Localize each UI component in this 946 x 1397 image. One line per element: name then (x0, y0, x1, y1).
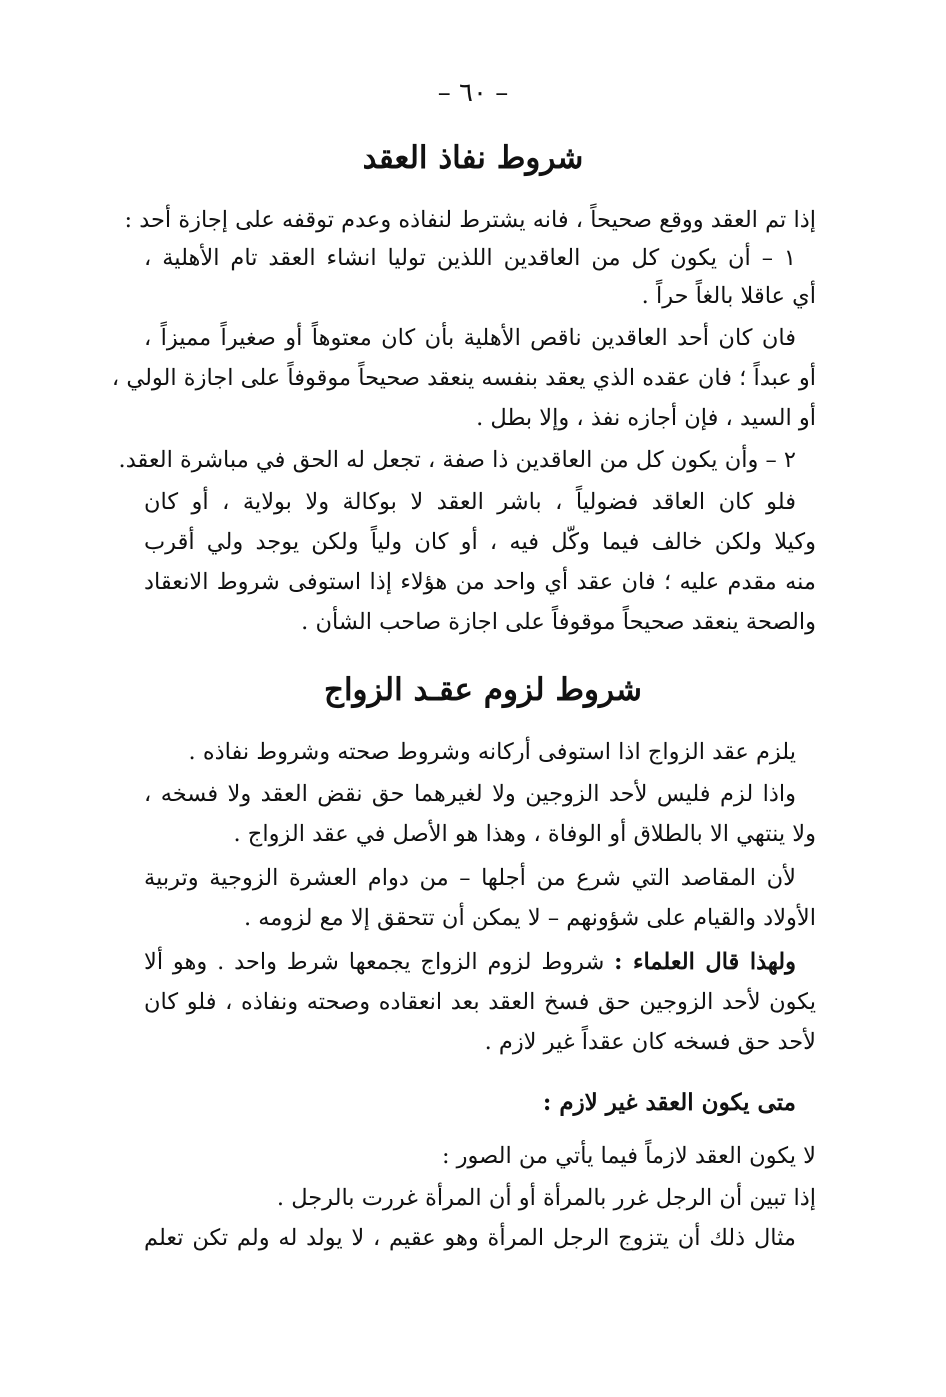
paragraph-line: يكون لأحد الزوجين حق فسخ العقد بعد انعقاده وصحته ونفاذه ، فلو كان (144, 989, 816, 1015)
section-title-enforcement: شروط نفاذ العقد (362, 140, 584, 176)
paragraph-line: وكيلا ولكن خالف فيما وكّل فيه ، أو كان ولياً ولكن يوجد ولي أقرب (144, 529, 816, 555)
paragraph-line: مثال ذلك أن يتزوج الرجل المرأة وهو عقيم ، لا يولد له ولم تكن تعلم (144, 1225, 796, 1251)
paragraph-line: منه مقدم عليه ؛ فان عقد أي واحد من هؤلاء إذا استوفى شروط الانعقاد (144, 569, 816, 595)
paragraph-line: لا يكون العقد لازماً فيما يأتي من الصور : (441, 1143, 816, 1169)
paragraph-line: فلو كان العاقد فضولياً ، باشر العقد لا بوكالة ولا بولاية ، أو كان (144, 489, 796, 515)
page-number: – ٦٠ – (437, 78, 509, 108)
paragraph-line: يلزم عقد الزواج اذا استوفى أركانه وشروط صحته وشروط نفاذه . (188, 739, 796, 765)
section-title-binding: شروط لزوم عقـد الزواج (323, 672, 643, 708)
paragraph-line: أو السيد ، فإن أجازه نفذ ، وإلا بطل . (476, 405, 816, 431)
paragraph-line: لأن المقاصد التي شرع من أجلها – من دوام العشرة الزوجية وتربية (144, 865, 796, 891)
paragraph-line: واذا لزم فليس لأحد الزوجين ولا لغيرهما حق نقض العقد ولا فسخه ، (144, 781, 796, 807)
subsection-title: متى يكون العقد غير لازم : (542, 1089, 796, 1116)
paragraph-line: إذا تبين أن الرجل غرر بالمرأة أو أن المرأة غررت بالرجل . (276, 1185, 816, 1211)
paragraph-line: أو عبداً ؛ فان عقده الذي يعقد بنفسه ينعقد صحيحاً موقوفاً على اجازة الولي ، (111, 365, 816, 391)
paragraph-line: إذا تم العقد ووقع صحيحاً ، فانه يشترط لنفاذه وعدم توقفه على إجازة أحد : (124, 207, 816, 233)
paragraph-line: ١ – أن يكون كل من العاقدين اللذين توليا انشاء العقد تام الأهلية ، (144, 245, 796, 271)
bold-lead-phrase: ولهذا قال العلماء : (614, 949, 796, 975)
paragraph-line: فان كان أحد العاقدين ناقص الأهلية بأن كان معتوهاً أو صغيراً مميزاً ، (144, 325, 796, 351)
paragraph-line: ولا ينتهي الا بالطلاق أو الوفاة ، وهذا هو الأصل في عقد الزواج . (233, 821, 816, 847)
paragraph-line: الأولاد والقيام على شؤونهم – لا يمكن أن تتحقق إلا مع لزومه . (243, 905, 816, 931)
paragraph-line: ٢ – وأن يكون كل من العاقدين ذا صفة ، تجعل له الحق في مباشرة العقد. (118, 447, 796, 473)
paragraph-line: أي عاقلا بالغاً حراً . (641, 283, 816, 309)
paragraph-line: لأحد حق فسخه كان عقداً غير لازم . (484, 1029, 816, 1055)
paragraph-line (144, 942, 796, 982)
paragraph-line-rest: شروط لزوم الزواج يجمعها شرط واحد . وهو ألا (144, 949, 605, 975)
paragraph-line: والصحة ينعقد صحيحاً موقوفاً على اجازة صاحب الشأن . (301, 609, 816, 635)
